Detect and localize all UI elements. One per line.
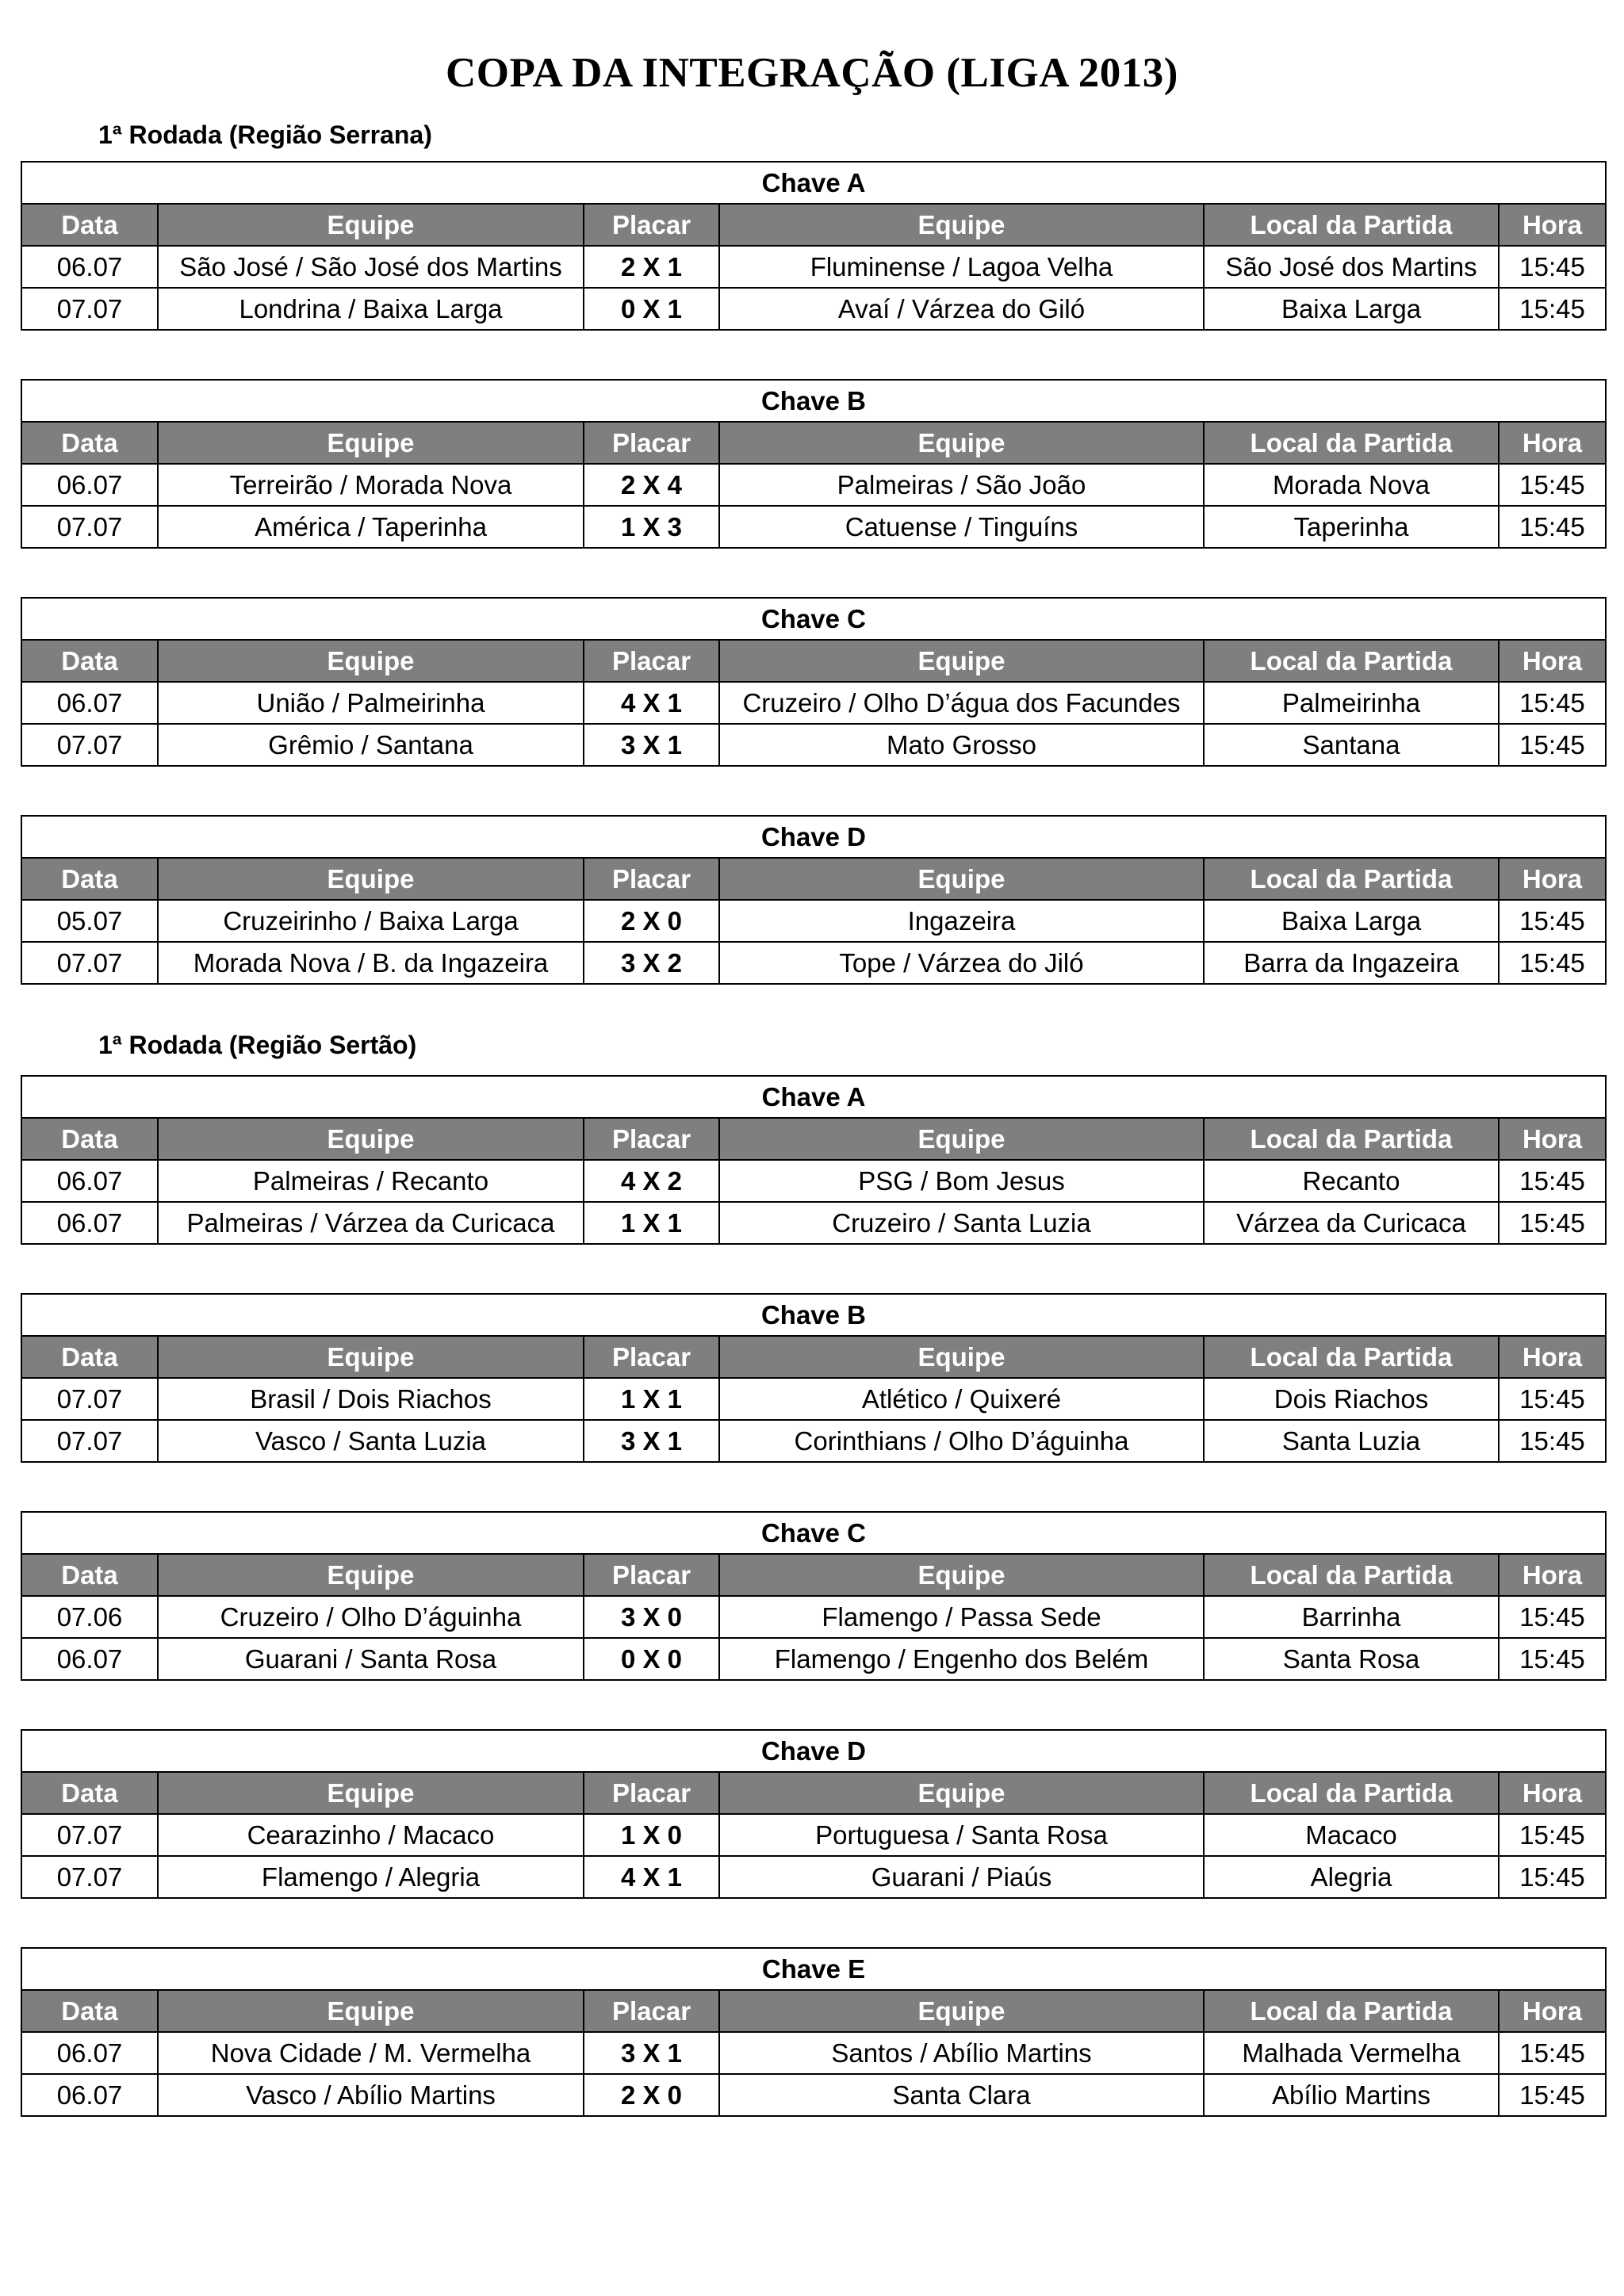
- group-table: [21, 379, 1607, 549]
- header-score-col: Placar: [584, 1554, 719, 1596]
- match-venue: Santana: [1204, 724, 1499, 766]
- column-header-row: [21, 858, 1606, 900]
- match-date: 07.06: [21, 1596, 158, 1638]
- header-venue-col: Local da Partida: [1204, 1118, 1499, 1160]
- group-name: Chave A: [21, 1076, 1606, 1118]
- match-team1: São José / São José dos Martins: [158, 246, 584, 288]
- match-venue: Alegria: [1204, 1856, 1499, 1898]
- match-venue: Palmeirinha: [1204, 682, 1499, 724]
- match-team1: Guarani / Santa Rosa: [158, 1638, 584, 1680]
- match-team2: Palmeiras / São João: [719, 464, 1204, 506]
- match-time: 15:45: [1499, 506, 1606, 548]
- header-venue-col: Local da Partida: [1204, 1336, 1499, 1378]
- match-score: 1 X 3: [584, 506, 719, 548]
- group-name: Chave D: [21, 1730, 1606, 1772]
- match-time: 15:45: [1499, 1420, 1606, 1462]
- group-title-row: [21, 380, 1606, 422]
- group-name: Chave B: [21, 1294, 1606, 1336]
- match-venue: Baixa Larga: [1204, 288, 1499, 330]
- document-title: COPA DA INTEGRAÇÃO (LIGA 2013): [446, 50, 1178, 96]
- match-time: 15:45: [1499, 1638, 1606, 1680]
- match-venue: Malhada Vermelha: [1204, 2032, 1499, 2074]
- match-score: 3 X 0: [584, 1596, 719, 1638]
- match-time: 15:45: [1499, 288, 1606, 330]
- column-header-row: [21, 640, 1606, 682]
- header-team2-col: Equipe: [719, 1336, 1204, 1378]
- match-score: 0 X 1: [584, 288, 719, 330]
- group-table: [21, 1729, 1607, 1899]
- match-date: 07.07: [21, 942, 158, 984]
- region-heading: 1ª Rodada (Região Sertão): [98, 1031, 417, 1059]
- match-team2: Flamengo / Engenho dos Belém: [719, 1638, 1204, 1680]
- column-header-row: [21, 204, 1606, 246]
- column-header-row: [21, 1772, 1606, 1814]
- match-team1: Flamengo / Alegria: [158, 1856, 584, 1898]
- header-team2-col: Equipe: [719, 1990, 1204, 2032]
- match-team2: Tope / Várzea do Jiló: [719, 942, 1204, 984]
- group-table: [21, 1293, 1607, 1463]
- header-time-col: Hora: [1499, 1772, 1606, 1814]
- match-row: [21, 900, 1606, 942]
- group-name: Chave C: [21, 598, 1606, 640]
- match-team1: Cearazinho / Macaco: [158, 1814, 584, 1856]
- match-venue: Barra da Ingazeira: [1204, 942, 1499, 984]
- match-team1: Morada Nova / B. da Ingazeira: [158, 942, 584, 984]
- match-date: 07.07: [21, 1814, 158, 1856]
- group-name: Chave A: [21, 162, 1606, 204]
- match-time: 15:45: [1499, 464, 1606, 506]
- match-team1: Terreirão / Morada Nova: [158, 464, 584, 506]
- header-team1-col: Equipe: [158, 1772, 584, 1814]
- match-date: 06.07: [21, 1638, 158, 1680]
- match-venue: São José dos Martins: [1204, 246, 1499, 288]
- header-data-col: Data: [21, 204, 158, 246]
- match-row: [21, 2074, 1606, 2116]
- header-score-col: Placar: [584, 1772, 719, 1814]
- header-team1-col: Equipe: [158, 1554, 584, 1596]
- header-team1-col: Equipe: [158, 422, 584, 464]
- match-score: 1 X 1: [584, 1378, 719, 1420]
- header-score-col: Placar: [584, 1336, 719, 1378]
- match-venue: Santa Luzia: [1204, 1420, 1499, 1462]
- match-team2: PSG / Bom Jesus: [719, 1160, 1204, 1202]
- header-score-col: Placar: [584, 1118, 719, 1160]
- group-table: [21, 597, 1607, 767]
- match-row: [21, 1160, 1606, 1202]
- header-team1-col: Equipe: [158, 1336, 584, 1378]
- group-table: [21, 161, 1607, 331]
- header-time-col: Hora: [1499, 422, 1606, 464]
- match-date: 07.07: [21, 506, 158, 548]
- match-time: 15:45: [1499, 1202, 1606, 1244]
- match-venue: Recanto: [1204, 1160, 1499, 1202]
- group-name: Chave E: [21, 1948, 1606, 1990]
- match-date: 06.07: [21, 2074, 158, 2116]
- match-row: [21, 942, 1606, 984]
- match-score: 2 X 0: [584, 900, 719, 942]
- header-score-col: Placar: [584, 858, 719, 900]
- match-time: 15:45: [1499, 246, 1606, 288]
- match-time: 15:45: [1499, 1814, 1606, 1856]
- match-team1: Brasil / Dois Riachos: [158, 1378, 584, 1420]
- header-team2-col: Equipe: [719, 204, 1204, 246]
- match-team2: Santos / Abílio Martins: [719, 2032, 1204, 2074]
- group-table: [21, 1075, 1607, 1245]
- column-header-row: [21, 1118, 1606, 1160]
- header-time-col: Hora: [1499, 858, 1606, 900]
- group-table: [21, 1947, 1607, 2117]
- header-data-col: Data: [21, 858, 158, 900]
- header-data-col: Data: [21, 1554, 158, 1596]
- match-time: 15:45: [1499, 724, 1606, 766]
- match-venue: Várzea da Curicaca: [1204, 1202, 1499, 1244]
- match-time: 15:45: [1499, 900, 1606, 942]
- group-name: Chave C: [21, 1512, 1606, 1554]
- header-data-col: Data: [21, 1772, 158, 1814]
- match-row: [21, 506, 1606, 548]
- match-team2: Catuense / Tinguíns: [719, 506, 1204, 548]
- match-score: 2 X 0: [584, 2074, 719, 2116]
- match-team2: Avaí / Várzea do Giló: [719, 288, 1204, 330]
- header-venue-col: Local da Partida: [1204, 1990, 1499, 2032]
- match-date: 05.07: [21, 900, 158, 942]
- match-score: 2 X 4: [584, 464, 719, 506]
- header-data-col: Data: [21, 640, 158, 682]
- header-team2-col: Equipe: [719, 858, 1204, 900]
- match-team2: Atlético / Quixeré: [719, 1378, 1204, 1420]
- header-time-col: Hora: [1499, 1554, 1606, 1596]
- match-venue: Morada Nova: [1204, 464, 1499, 506]
- header-team2-col: Equipe: [719, 1118, 1204, 1160]
- header-venue-col: Local da Partida: [1204, 204, 1499, 246]
- match-team1: Cruzeiro / Olho D’águinha: [158, 1596, 584, 1638]
- header-team2-col: Equipe: [719, 640, 1204, 682]
- header-time-col: Hora: [1499, 640, 1606, 682]
- match-team2: Mato Grosso: [719, 724, 1204, 766]
- match-time: 15:45: [1499, 1856, 1606, 1898]
- group-title-row: [21, 162, 1606, 204]
- match-team2: Cruzeiro / Santa Luzia: [719, 1202, 1204, 1244]
- header-score-col: Placar: [584, 1990, 719, 2032]
- match-team1: Vasco / Abílio Martins: [158, 2074, 584, 2116]
- match-score: 1 X 0: [584, 1814, 719, 1856]
- match-row: [21, 682, 1606, 724]
- match-team1: Palmeiras / Várzea da Curicaca: [158, 1202, 584, 1244]
- match-date: 06.07: [21, 246, 158, 288]
- match-score: 3 X 1: [584, 1420, 719, 1462]
- match-score: 4 X 1: [584, 682, 719, 724]
- column-header-row: [21, 422, 1606, 464]
- header-team1-col: Equipe: [158, 858, 584, 900]
- match-row: [21, 1202, 1606, 1244]
- group-name: Chave B: [21, 380, 1606, 422]
- match-venue: Barrinha: [1204, 1596, 1499, 1638]
- match-team2: Guarani / Piaús: [719, 1856, 1204, 1898]
- match-team1: Londrina / Baixa Larga: [158, 288, 584, 330]
- header-team2-col: Equipe: [719, 422, 1204, 464]
- match-row: [21, 2032, 1606, 2074]
- column-header-row: [21, 1554, 1606, 1596]
- header-venue-col: Local da Partida: [1204, 858, 1499, 900]
- match-date: 07.07: [21, 1856, 158, 1898]
- header-data-col: Data: [21, 1336, 158, 1378]
- header-time-col: Hora: [1499, 1118, 1606, 1160]
- match-time: 15:45: [1499, 682, 1606, 724]
- match-team1: Grêmio / Santana: [158, 724, 584, 766]
- match-score: 1 X 1: [584, 1202, 719, 1244]
- match-team1: Vasco / Santa Luzia: [158, 1420, 584, 1462]
- header-score-col: Placar: [584, 204, 719, 246]
- header-score-col: Placar: [584, 422, 719, 464]
- header-team1-col: Equipe: [158, 640, 584, 682]
- header-data-col: Data: [21, 1118, 158, 1160]
- header-time-col: Hora: [1499, 1990, 1606, 2032]
- match-venue: Taperinha: [1204, 506, 1499, 548]
- match-team2: Portuguesa / Santa Rosa: [719, 1814, 1204, 1856]
- header-score-col: Placar: [584, 640, 719, 682]
- match-time: 15:45: [1499, 1160, 1606, 1202]
- match-team1: América / Taperinha: [158, 506, 584, 548]
- group-title-row: [21, 816, 1606, 858]
- header-venue-col: Local da Partida: [1204, 1772, 1499, 1814]
- match-row: [21, 724, 1606, 766]
- match-time: 15:45: [1499, 942, 1606, 984]
- group-table: [21, 815, 1607, 985]
- header-time-col: Hora: [1499, 1336, 1606, 1378]
- header-team2-col: Equipe: [719, 1554, 1204, 1596]
- match-venue: Abílio Martins: [1204, 2074, 1499, 2116]
- header-venue-col: Local da Partida: [1204, 422, 1499, 464]
- match-row: [21, 1856, 1606, 1898]
- match-team1: Nova Cidade / M. Vermelha: [158, 2032, 584, 2074]
- column-header-row: [21, 1336, 1606, 1378]
- match-date: 07.07: [21, 724, 158, 766]
- group-title-row: [21, 598, 1606, 640]
- header-time-col: Hora: [1499, 204, 1606, 246]
- header-team1-col: Equipe: [158, 204, 584, 246]
- match-team1: União / Palmeirinha: [158, 682, 584, 724]
- match-venue: Macaco: [1204, 1814, 1499, 1856]
- match-row: [21, 1596, 1606, 1638]
- column-header-row: [21, 1990, 1606, 2032]
- header-venue-col: Local da Partida: [1204, 640, 1499, 682]
- match-score: 3 X 2: [584, 942, 719, 984]
- header-team1-col: Equipe: [158, 1118, 584, 1160]
- match-date: 07.07: [21, 1420, 158, 1462]
- match-date: 06.07: [21, 1160, 158, 1202]
- match-team1: Palmeiras / Recanto: [158, 1160, 584, 1202]
- header-team1-col: Equipe: [158, 1990, 584, 2032]
- match-score: 2 X 1: [584, 246, 719, 288]
- match-date: 07.07: [21, 1378, 158, 1420]
- match-team2: Flamengo / Passa Sede: [719, 1596, 1204, 1638]
- match-date: 06.07: [21, 464, 158, 506]
- group-title-row: [21, 1948, 1606, 1990]
- match-venue: Santa Rosa: [1204, 1638, 1499, 1680]
- header-data-col: Data: [21, 1990, 158, 2032]
- group-title-row: [21, 1730, 1606, 1772]
- header-venue-col: Local da Partida: [1204, 1554, 1499, 1596]
- match-venue: Baixa Larga: [1204, 900, 1499, 942]
- header-team2-col: Equipe: [719, 1772, 1204, 1814]
- match-time: 15:45: [1499, 2074, 1606, 2116]
- match-row: [21, 1378, 1606, 1420]
- match-score: 4 X 2: [584, 1160, 719, 1202]
- group-title-row: [21, 1076, 1606, 1118]
- match-team2: Corinthians / Olho D’águinha: [719, 1420, 1204, 1462]
- match-row: [21, 464, 1606, 506]
- match-score: 3 X 1: [584, 2032, 719, 2074]
- match-date: 06.07: [21, 2032, 158, 2074]
- match-team2: Cruzeiro / Olho D’água dos Facundes: [719, 682, 1204, 724]
- match-row: [21, 246, 1606, 288]
- match-score: 3 X 1: [584, 724, 719, 766]
- match-time: 15:45: [1499, 1378, 1606, 1420]
- match-date: 06.07: [21, 1202, 158, 1244]
- region-heading: 1ª Rodada (Região Serrana): [98, 121, 432, 149]
- match-team2: Fluminense / Lagoa Velha: [719, 246, 1204, 288]
- group-name: Chave D: [21, 816, 1606, 858]
- match-venue: Dois Riachos: [1204, 1378, 1499, 1420]
- match-row: [21, 288, 1606, 330]
- match-row: [21, 1420, 1606, 1462]
- match-date: 07.07: [21, 288, 158, 330]
- match-team1: Cruzeirinho / Baixa Larga: [158, 900, 584, 942]
- match-date: 06.07: [21, 682, 158, 724]
- header-data-col: Data: [21, 422, 158, 464]
- match-time: 15:45: [1499, 1596, 1606, 1638]
- group-title-row: [21, 1512, 1606, 1554]
- match-row: [21, 1638, 1606, 1680]
- match-score: 0 X 0: [584, 1638, 719, 1680]
- match-team2: Santa Clara: [719, 2074, 1204, 2116]
- match-row: [21, 1814, 1606, 1856]
- match-score: 4 X 1: [584, 1856, 719, 1898]
- match-time: 15:45: [1499, 2032, 1606, 2074]
- group-title-row: [21, 1294, 1606, 1336]
- group-table: [21, 1511, 1607, 1681]
- match-team2: Ingazeira: [719, 900, 1204, 942]
